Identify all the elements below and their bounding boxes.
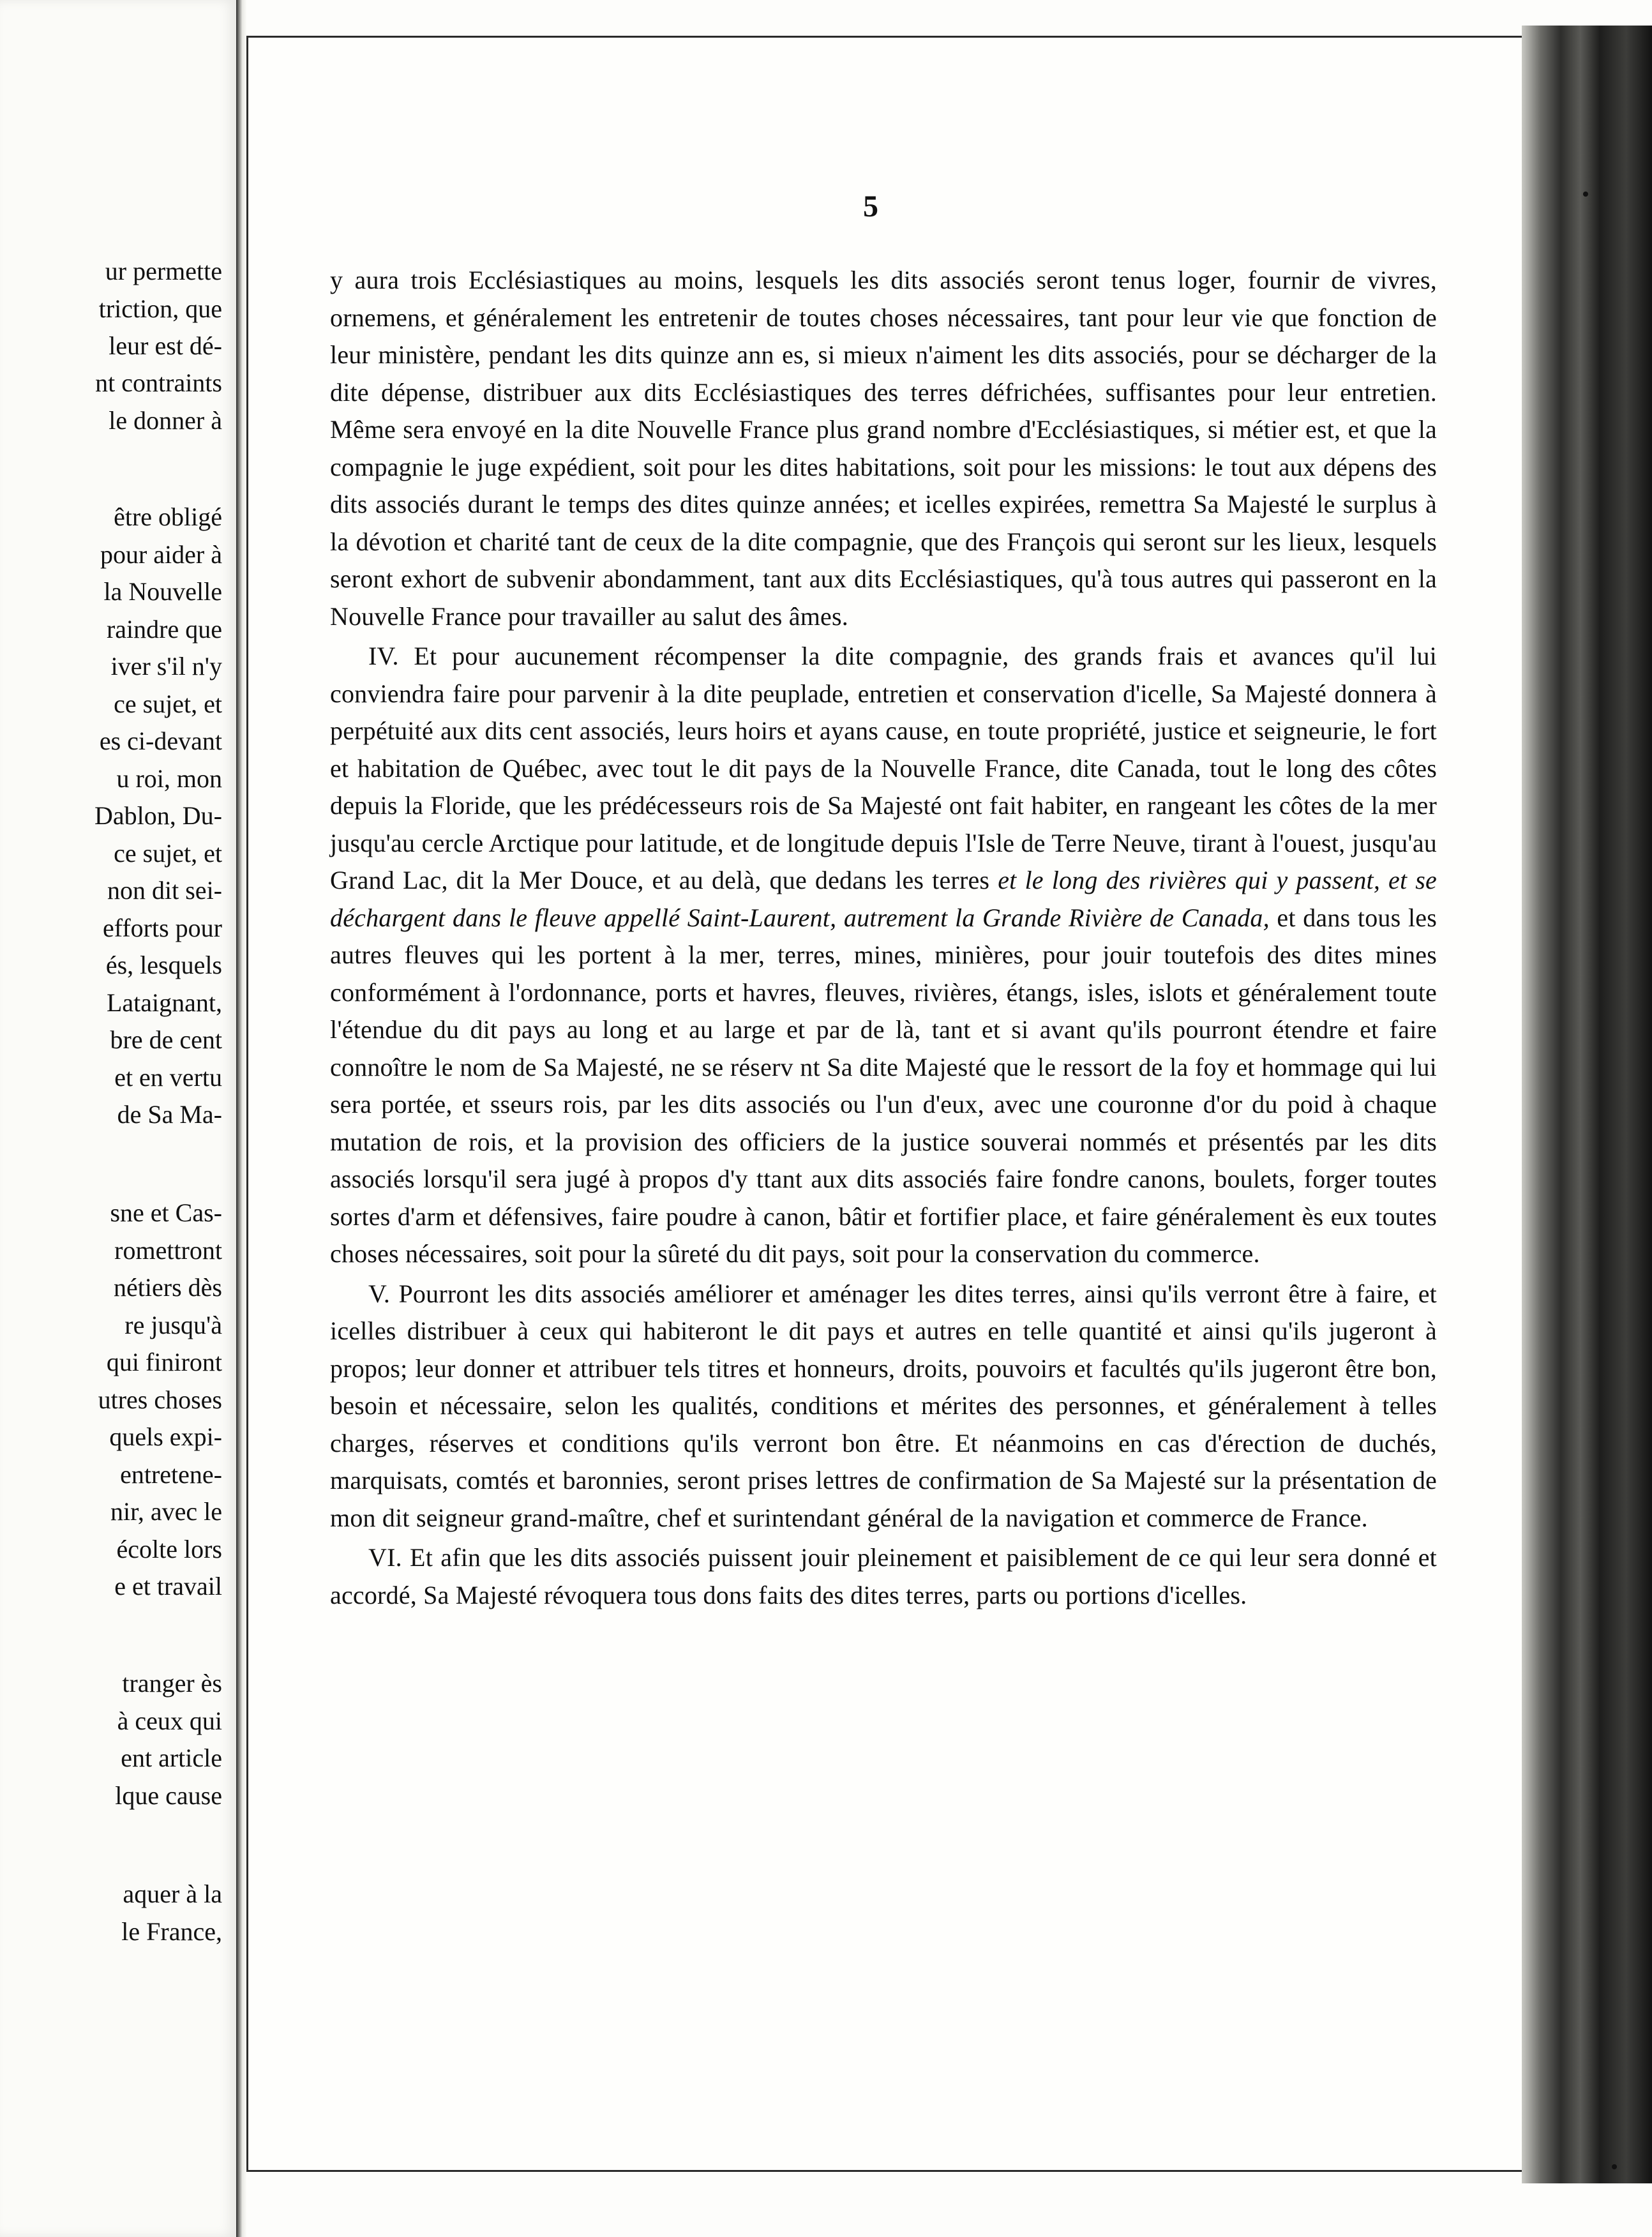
left-fragment: utres choses: [98, 1385, 222, 1414]
left-fragment: ent article: [121, 1744, 222, 1772]
left-fragment: iver s'il n'y: [110, 652, 222, 681]
scan-speck: [1612, 2164, 1617, 2169]
left-fragment: à ceux qui: [117, 1706, 222, 1735]
scan-speck: [1583, 192, 1588, 197]
left-fragment: aquer à la: [123, 1879, 222, 1908]
paragraph-intro: y aura trois Ecclésiastiques au moins, lesquels les dits associés seront tenus loger, fournir de vivres, ornemens, et généralement les entretenir de toutes choses nécessaires, tant pour leur vie que fonction de leur ministère, pendant les dits quinze ann es, si mieux n'aiment les dits associés, pour se décharger de la dite dépense, distribuer aux dits Ecclésiastiques des terres défrichées, suffisantes pour leur entretien. Même sera envoyé en la dite Nouvelle France plus grand nombre d'Ecclésiastiques, si métier est, et que la compagnie le juge expédient, soit pour les dites habitations, soit pour les missions: le tout aux dépens des dits associés durant le temps des dites quinze années; et icelles expirées, remettra Sa Majesté le surplus à la dévotion et charité tant de ceux de la dite compagnie, que des François qui seront sur les lieux, lesquels seront exhort de subvenir abondamment, tant aux dits Ecclésiastiques, qu'à tous autres qui passeront en la Nouvelle France pour travailler au salut des âmes.: [330, 266, 1437, 631]
left-fragment: efforts pour: [103, 914, 222, 942]
article-iv-italic: et le long des rivières qui y passent, et se déchargent dans le fleuve appellé Saint-Laurent, autrement la Grande Rivière de Canada,: [330, 866, 1438, 932]
left-fragment: triction, que: [98, 294, 222, 323]
page-body-text: [330, 262, 1437, 1614]
left-fragment: romettront: [114, 1236, 222, 1265]
left-fragment: Dablon, Du-: [94, 801, 222, 830]
left-fragment: és, lesquels: [105, 951, 222, 979]
left-fragment: le France,: [121, 1917, 222, 1946]
left-fragment: nt contraints: [95, 368, 222, 397]
left-fragment: non dit sei-: [107, 876, 222, 905]
left-fragment: es ci-devant: [99, 727, 222, 755]
paragraph-article-iv: [330, 638, 1437, 1273]
left-fragment: e et travail: [114, 1572, 222, 1601]
left-fragment: la Nouvelle: [103, 577, 222, 606]
left-fragment: sne et Cas-: [110, 1198, 222, 1227]
left-fragment: quels expi-: [109, 1422, 222, 1451]
left-fragment: bre de cent: [110, 1025, 222, 1054]
left-fragment: pour aider à: [100, 540, 222, 569]
left-fragment: de Sa Ma-: [117, 1100, 222, 1129]
left-fragment: lque cause: [115, 1781, 222, 1810]
left-fragment: u roi, mon: [116, 764, 222, 793]
left-fragment: leur est dé-: [109, 331, 222, 360]
page-number: 5: [863, 190, 878, 223]
page-edges: [1522, 26, 1652, 2183]
left-fragment: nir, avec le: [110, 1497, 222, 1526]
left-fragment: Lataignant,: [106, 988, 222, 1017]
paragraph-article-v: V. Pourront les dits associés améliorer et aménager les dites terres, ainsi qu'ils verront être à faire, et icelles distribuer à ceux qui habiteront le dit pays et autres en telle quantité et ainsi qu'ils jugeront à propos; leur donner et attribuer tels titres et honneurs, droits, pouvoirs et facultés qu'ils jugeront être bon, besoin et nécessaire, selon les qualités, conditions et mérites des personnes, et généralement à telles charges, réserves et conditions qu'ils verront bon être. Et néanmoins en cas d'érection de duchés, marquisats, comtés et baronnies, seront prises lettres de confirmation de Sa Majesté sur la présentation de mon dit seigneur grand-maître, chef et surintendant général de la navigation et commerce de France.: [330, 1279, 1437, 1532]
left-fragment: être obligé: [114, 502, 222, 531]
left-fragment: le donner à: [109, 406, 222, 435]
left-fragment: écolte lors: [116, 1535, 222, 1563]
article-iv-text-continued: et dans tous les autres fleuves qui les portent à la mer, terres, mines, minières, pour jouir toutefois des dites mines conformément à l'ordonnance, ports et havres, fleuves, rivières, étangs, isles, islots et généralement toute l'étendue du dit pays au long et au large et par de là, tant et si avant qu'ils pourront étendre et faire connoître le nom de Sa Majesté, ne se réserv nt Sa dite Majesté que le ressort de la foy et hommage qui lui sera portée, et sseurs rois, par les dits associés ou l'un d'eux, avec une couronne d'or du poid à chaque mutation de rois, et la provision des officiers de la justice souverai nommés et présentés par les dits associés lorsqu'il sera jugé à propos d'y ttant aux dits associés faire fondre canons, boulets, forger toutes sortes d'arm et défensives, faire poudre à canon, bâtir et fortifier place, et faire généralement ès eux toutes choses nécessaires, soit pour la sûreté du dit pays, soit pour la conservation du commerce.: [330, 903, 1437, 1268]
left-fragment: raindre que: [106, 615, 222, 644]
left-fragment: tranger ès: [122, 1669, 222, 1698]
left-facing-page: [0, 0, 239, 2237]
left-fragment: entretene-: [120, 1460, 222, 1489]
article-iv-text: IV. Et pour aucunement récompenser la dite compagnie, des grands frais et avances qu'il lui conviendra faire pour parvenir à la dite peuplade, entretien et conservation d'icelle, Sa Majesté donnera à perpétuité aux dits cent associés, leurs hoirs et ayans cause, en toute propriété, justice et seigneurie, le fort et habitation de Québec, avec tout le dit pays de la Nouvelle France, dite Canada, tout le long des côtes depuis la Floride, que les prédécesseurs rois de Sa Majesté ont fait habiter, en rangeant les côtes de la mer jusqu'au cercle Arctique pour latitude, et de longitude depuis l'Isle de Terre Neuve, tirant à l'ouest, jusqu'au Grand Lac, dit la Mer Douce, et au delà, que dedans les terres: [330, 642, 1437, 894]
paragraph-article-vi: VI. Et afin que les dits associés puissent jouir pleinement et paisiblement de ce qui leur sera donné et accordé, Sa Majesté révoquera tous dons faits des dites terres, parts ou portions d'icelles.: [330, 1543, 1437, 1609]
left-fragment: ce sujet, et: [114, 839, 222, 868]
left-fragment: nétiers dès: [114, 1273, 222, 1302]
left-fragment: qui finiront: [106, 1348, 222, 1376]
left-fragment: re jusqu'à: [124, 1311, 222, 1339]
left-fragment: et en vertu: [114, 1063, 222, 1092]
left-fragment: ce sujet, et: [114, 689, 222, 718]
left-fragment: ur permette: [105, 257, 222, 285]
book-gutter: [236, 0, 246, 2237]
